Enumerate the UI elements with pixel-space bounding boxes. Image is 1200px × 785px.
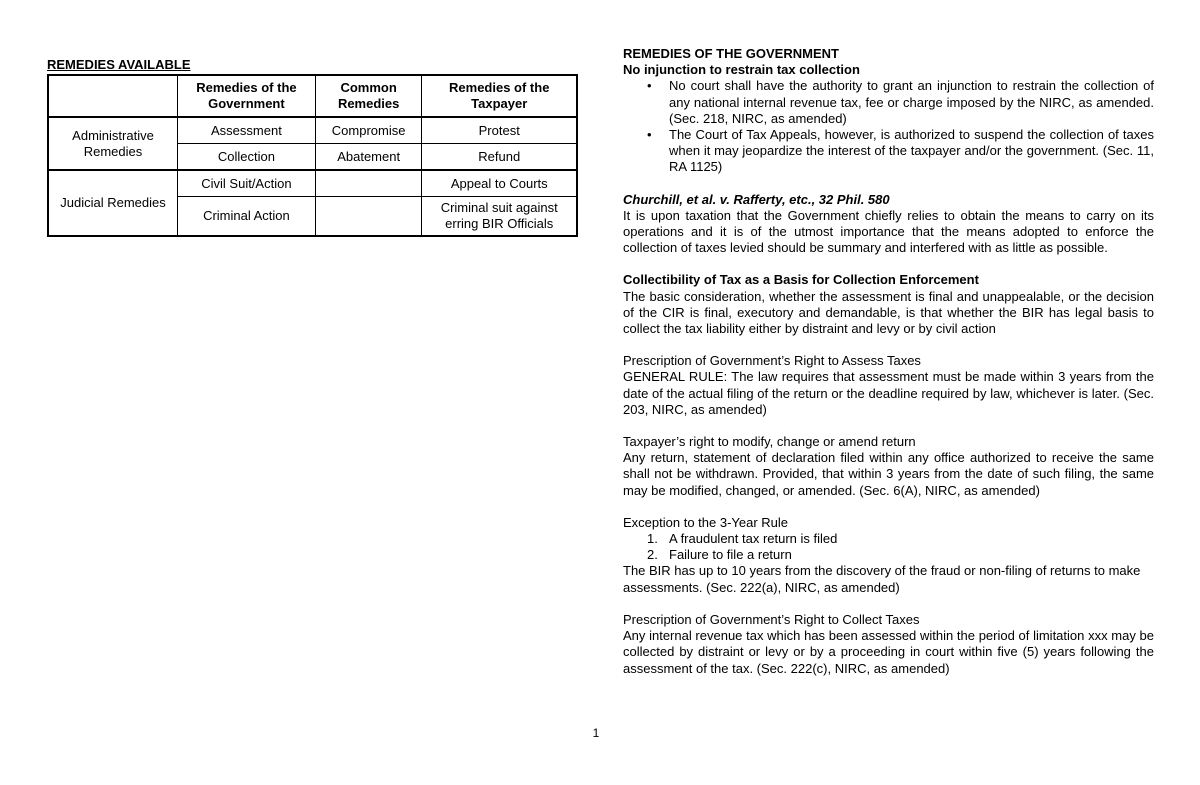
remedies-available-title: REMEDIES AVAILABLE: [47, 57, 191, 72]
left-column: [47, 57, 578, 237]
collectibility-text: The basic consideration, whether the assessment is final and unappealable, or the decision of the CIR is final, executory and demandable, is that whether the BIR has legal basis to collect the tax liability either by distraint and levy or by civil action: [623, 288, 1154, 337]
table-header-common: Common Remedies: [315, 75, 422, 117]
table-cell: Protest: [422, 117, 577, 144]
prescription-assess-text: GENERAL RULE: The law requires that assessment must be made within 3 years from the date of the actual filing of the return or the deadline required by law, whichever is later. (Sec. 203, NIRC, as amended): [623, 369, 1154, 417]
table-header-government: Remedies of the Government: [178, 75, 316, 117]
table-cell: Collection: [178, 144, 316, 171]
amend-return-text: Any return, statement of declaration filed within any office authorized to receive the same shall not be withdrawn. Provided, that within 3 years from the date of such filing, the same may be modified, changed, or amended. (Sec. 6(A), NIRC, as amended): [623, 450, 1154, 498]
list-item: • The Court of Tax Appeals, however, is authorized to suspend the collection of taxes when it may jeopardize the interest of the taxpayer and/or the government. (Sec. 11, RA 1125): [669, 127, 1154, 176]
page-number: 1: [592, 726, 600, 740]
remedies-table: [47, 74, 578, 237]
row-label-administrative: Administrative Remedies: [48, 117, 178, 170]
amend-return-title: Taxpayer’s right to modify, change or amend return: [623, 434, 916, 450]
table-header-empty: [48, 75, 178, 117]
right-column: [623, 46, 1154, 677]
table-header-row: [48, 75, 577, 117]
list-item: [647, 547, 1154, 563]
prescription-assess-title: Prescription of Government’s Right to Assess Taxes: [623, 353, 921, 369]
table-cell: Criminal suit against erring BIR Officials: [422, 197, 577, 237]
exception-list: [623, 531, 1154, 563]
table-cell: Compromise: [315, 117, 422, 144]
list-number: 1.: [647, 531, 658, 547]
table-cell: Appeal to Courts: [422, 170, 577, 197]
table-row: [48, 117, 577, 144]
exception-title: Exception to the 3-Year Rule: [623, 514, 789, 530]
no-injunction-subheading: No injunction to restrain tax collection: [623, 62, 860, 78]
case-text: It is upon taxation that the Government chiefly relies to obtain the means to carry on its operations and it is of the utmost importance that the means adopted to enforce the collection of taxes levied should be summary and interfered with as little as possible.: [623, 207, 1154, 256]
table-cell: Refund: [422, 144, 577, 171]
table-header-taxpayer: Remedies of the Taxpayer: [422, 75, 577, 117]
table-row: [48, 170, 577, 197]
table-cell: [315, 170, 422, 197]
injunction-bullet-list: [623, 78, 1154, 175]
list-item-text: A fraudulent tax return is filed: [669, 531, 838, 547]
case-title: Churchill, et al. v. Rafferty, etc., 32 Phil. 580: [623, 191, 890, 207]
government-remedies-heading: REMEDIES OF THE GOVERNMENT: [623, 46, 839, 61]
list-number: 2.: [647, 547, 658, 563]
table-cell: Criminal Action: [178, 197, 316, 237]
prescription-collect-text: Any internal revenue tax which has been assessed within the period of limitation xxx may be collected by distraint or levy or by a proceeding in court within five (5) years following the assessment of the tax. (Sec. 222(c), NIRC, as amended): [623, 628, 1154, 676]
list-item: [647, 531, 1154, 547]
table-cell: Abatement: [315, 144, 422, 171]
collectibility-title: Collectibility of Tax as a Basis for Collection Enforcement: [623, 272, 979, 288]
table-cell: [315, 197, 422, 237]
exception-text: The BIR has up to 10 years from the discovery of the fraud or non-filing of returns to make assessments. (Sec. 222(a), NIRC, as amended): [623, 563, 1141, 595]
table-cell: Assessment: [178, 117, 316, 144]
list-item-text: Failure to file a return: [669, 547, 792, 563]
prescription-collect-title: Prescription of Government’s Right to Collect Taxes: [623, 611, 920, 627]
row-label-judicial: Judicial Remedies: [48, 170, 178, 236]
table-cell: Civil Suit/Action: [178, 170, 316, 197]
list-item: • No court shall have the authority to grant an injunction to restrain the collection of any national internal revenue tax, fee or charge imposed by the NIRC, as amended. (Sec. 218, NIRC, as amended): [669, 78, 1154, 127]
